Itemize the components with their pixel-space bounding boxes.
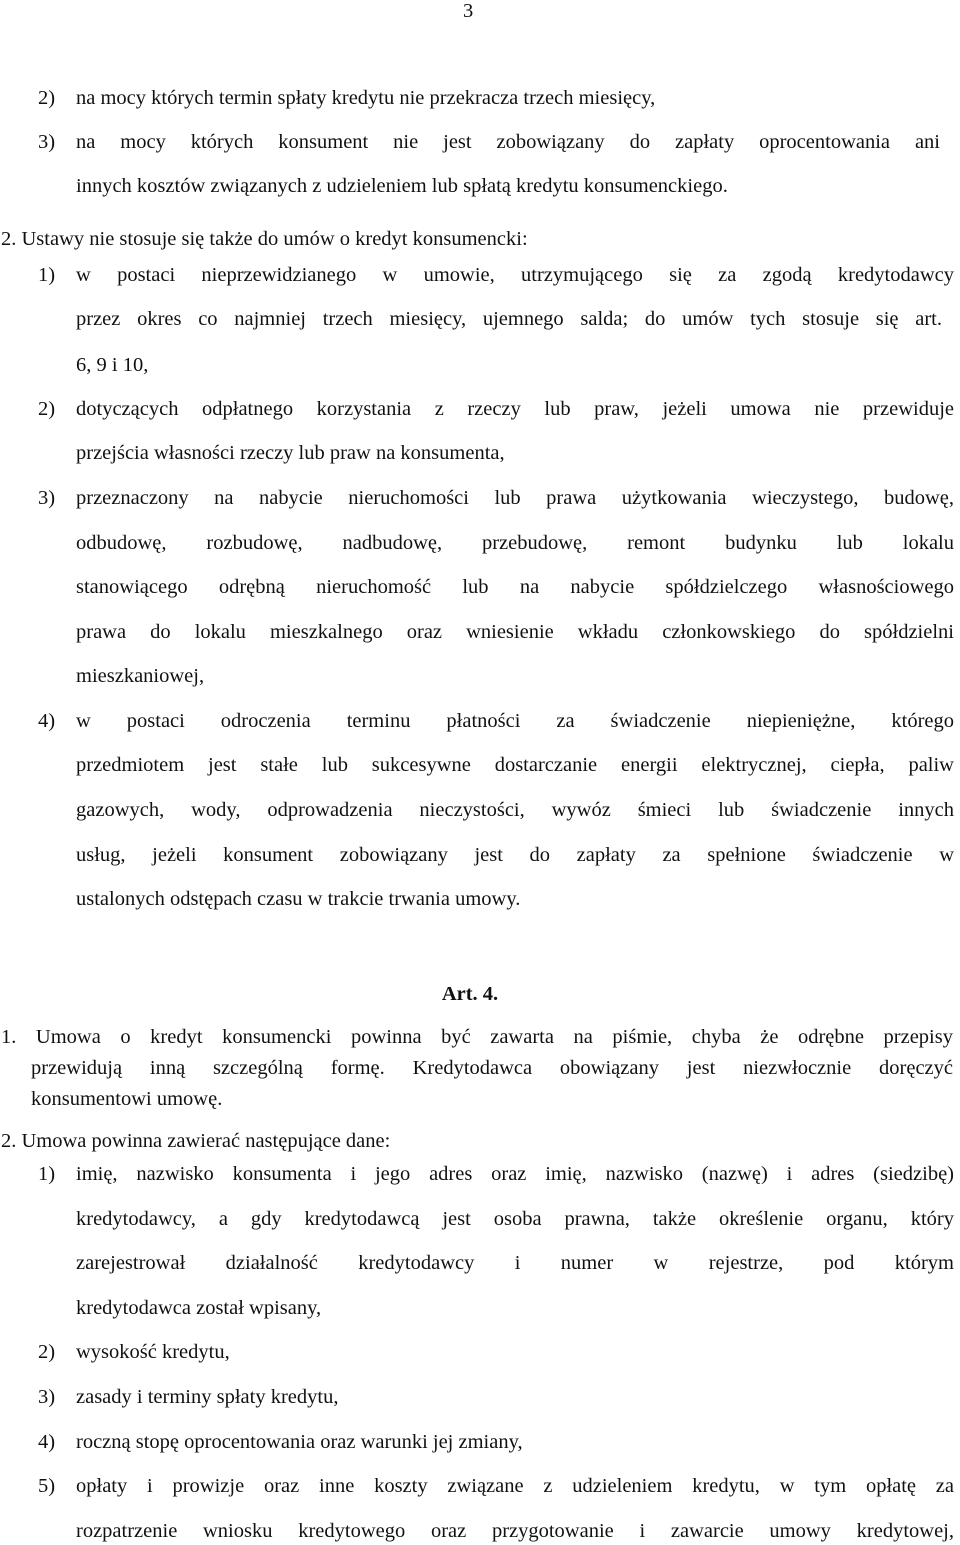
list-item-text: roczną stopę oprocentowania oraz warunki jej zmiany,: [76, 1431, 523, 1453]
list-item-text: zasady i terminy spłaty kredytu,: [76, 1386, 339, 1408]
list-item-number: 4): [38, 710, 56, 732]
list-item-number: 5): [38, 1475, 56, 1497]
list-item-text: odbudowę, rozbudowę, nadbudowę, przebudowę, remont budynku lub lokalu: [76, 532, 954, 554]
list-item-number: 3): [38, 1386, 56, 1408]
list-item-text: dotyczących odpłatnego korzystania z rzeczy lub praw, jeżeli umowa nie przewiduje: [76, 398, 954, 420]
paragraph-intro: 2. Ustawy nie stosuje się także do umów o kredyt konsumencki:: [1, 228, 528, 250]
paragraph-text: przewidują inną szczególną formę. Kredytodawca obowiązany jest niezwłocznie doręczyć: [31, 1057, 953, 1079]
list-item-number: 1): [38, 1163, 56, 1185]
list-item-number: 3): [38, 487, 56, 509]
list-item-text: na mocy których termin spłaty kredytu nie przekracza trzech miesięcy,: [76, 87, 656, 109]
list-item-text: opłaty i prowizje oraz inne koszty związane z udzieleniem kredytu, w tym opłatę za: [76, 1475, 954, 1497]
list-item-text: kredytodawcy, a gdy kredytodawcą jest osoba prawna, także określenie organu, który: [76, 1208, 954, 1230]
list-item-text: kredytodawca został wpisany,: [76, 1297, 322, 1319]
list-item-text: zarejestrował działalność kredytodawcy i numer w rejestrze, pod którym: [76, 1252, 954, 1274]
article-heading: Art. 4.: [441, 983, 499, 1005]
list-item-text: przedmiotem jest stałe lub sukcesywne dostarczanie energii elektrycznej, ciepła, paliw: [76, 754, 954, 776]
list-item-text: 6, 9 i 10,: [76, 354, 149, 376]
list-item-text: na mocy których konsument nie jest zobowiązany do zapłaty oprocentowania ani: [76, 131, 940, 153]
list-item-number: 2): [38, 398, 56, 420]
list-item-text: w postaci odroczenia terminu płatności za świadczenie niepieniężne, którego: [76, 710, 954, 732]
list-item-text: w postaci nieprzewidzianego w umowie, utrzymującego się za zgodą kredytodawcy: [76, 264, 954, 286]
list-item-text: gazowych, wody, odprowadzenia nieczystości, wywóz śmieci lub świadczenie innych: [76, 799, 954, 821]
list-item-text: wysokość kredytu,: [76, 1341, 230, 1363]
list-item-text: przejścia własności rzeczy lub praw na konsumenta,: [76, 442, 505, 464]
list-item-text: mieszkaniowej,: [76, 665, 205, 687]
list-item-text: stanowiącego odrębną nieruchomość lub na nabycie spółdzielczego własnościowego: [76, 576, 954, 598]
list-item-text: przez okres co najmniej trzech miesięcy, ujemnego salda; do umów tych stosuje się art.: [76, 308, 942, 330]
list-item-number: 2): [38, 87, 56, 109]
list-item-text: prawa do lokalu mieszkalnego oraz wniesienie wkładu członkowskiego do spółdzielni: [76, 621, 954, 643]
list-item-text: usług, jeżeli konsument zobowiązany jest do zapłaty za spełnione świadczenie w: [76, 844, 954, 866]
list-item-text: ustalonych odstępach czasu w trakcie trwania umowy.: [76, 888, 521, 910]
paragraph-text: konsumentowi umowę.: [31, 1088, 223, 1110]
list-item-text: imię, nazwisko konsumenta i jego adres oraz imię, nazwisko (nazwę) i adres (siedzibę): [76, 1163, 954, 1185]
list-item-number: 3): [38, 131, 56, 153]
paragraph-text: 1. Umowa o kredyt konsumencki powinna być zawarta na piśmie, chyba że odrębne przepisy: [1, 1026, 953, 1048]
list-item-text: innych kosztów związanych z udzieleniem lub spłatą kredytu konsumenckiego.: [76, 175, 728, 197]
list-item-text: przeznaczony na nabycie nieruchomości lub prawa użytkowania wieczystego, budowę,: [76, 487, 954, 509]
list-item-number: 1): [38, 264, 56, 286]
page-number: 3: [463, 0, 474, 22]
list-item-number: 2): [38, 1341, 56, 1363]
paragraph-intro: 2. Umowa powinna zawierać następujące dane:: [1, 1130, 391, 1152]
list-item-text: rozpatrzenie wniosku kredytowego oraz przygotowanie i zawarcie umowy kredytowej,: [76, 1520, 954, 1542]
list-item-number: 4): [38, 1431, 56, 1453]
